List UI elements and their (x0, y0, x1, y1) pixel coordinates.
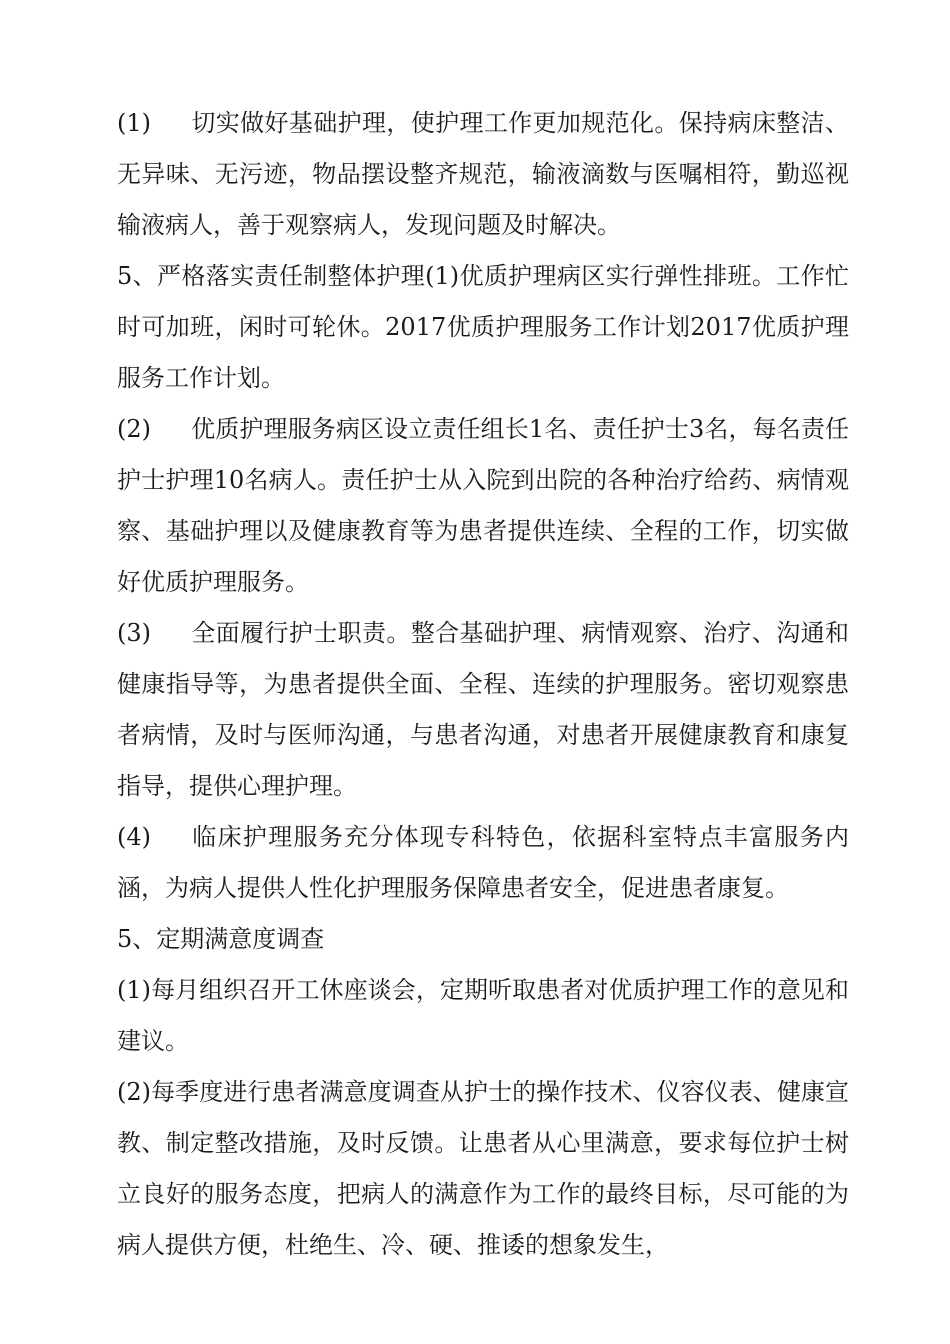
paragraph-item-2 (117, 404, 849, 608)
paragraph-text: (1)每月组织召开工休座谈会，定期听取患者对优质护理工作的意见和建议。 (117, 976, 849, 1055)
paragraph-number: (3) (117, 619, 151, 647)
paragraph-text: 临床护理服务充分体现专科特色，依据科室特点丰富服务内涵，为病人提供人性化护理服务保障患者安全，促进患者康复。 (117, 823, 849, 902)
section-heading-satisfaction (117, 914, 849, 965)
paragraph-survey-2 (117, 1067, 849, 1271)
paragraph-text: 5、定期满意度调查 (117, 925, 325, 953)
paragraph-item-4 (117, 812, 849, 914)
paragraph-text: 5、严格落实责任制整体护理(1)优质护理病区实行弹性排班。工作忙时可加班，闲时可轮休。2017优质护理服务工作计划2017优质护理服务工作计划。 (117, 262, 849, 392)
paragraph-number: (4) (117, 823, 151, 851)
paragraph-text: 全面履行护士职责。整合基础护理、病情观察、治疗、沟通和健康指导等，为患者提供全面、全程、连续的护理服务。密切观察患者病情，及时与医师沟通，与患者沟通，对患者开展健康教育和康复指导，提供心理护理。 (117, 619, 849, 800)
paragraph-number: (1) (117, 109, 151, 137)
paragraph-text: 优质护理服务病区设立责任组长1名、责任护士3名，每名责任护士护理10名病人。责任护士从入院到出院的各种治疗给药、病情观察、基础护理以及健康教育等为患者提供连续、全程的工作，切实做好优质护理服务。 (117, 415, 849, 596)
document-body (117, 98, 849, 1271)
paragraph-text: (2)每季度进行患者满意度调查从护士的操作技术、仪容仪表、健康宣教、制定整改措施，及时反馈。让患者从心里满意，要求每位护士树立良好的服务态度，把病人的满意作为工作的最终目标，尽可能的为病人提供方便，杜绝生、冷、硬、推诿的想象发生， (117, 1078, 849, 1259)
paragraph-item-3 (117, 608, 849, 812)
paragraph-item-1 (117, 98, 849, 251)
paragraph-survey-1 (117, 965, 849, 1067)
section-heading-responsibility (117, 251, 849, 404)
paragraph-number: (2) (117, 415, 151, 443)
paragraph-text: 切实做好基础护理，使护理工作更加规范化。保持病床整洁、无异味、无污迹，物品摆设整齐规范，输液滴数与医嘱相符，勤巡视输液病人，善于观察病人，发现问题及时解决。 (117, 109, 849, 239)
